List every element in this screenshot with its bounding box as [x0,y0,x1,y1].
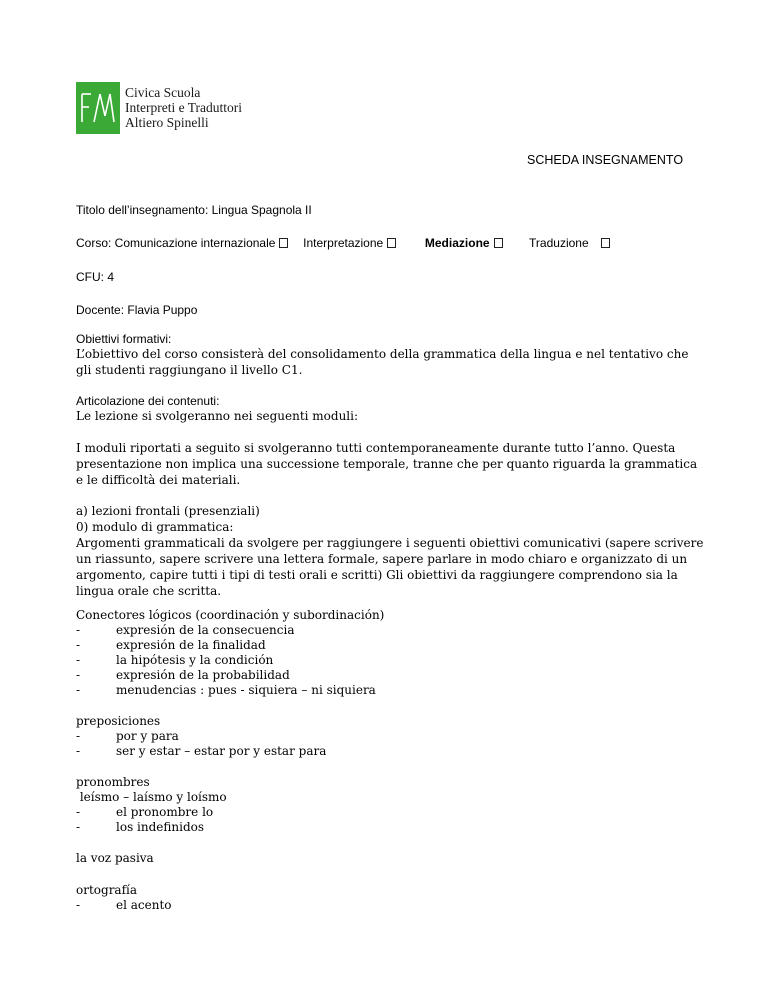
bullet-dash: - [76,683,81,697]
section-heading: pronombres [76,775,150,789]
list-item [76,638,706,653]
list-item-text: por y para [116,729,179,743]
section-heading: la voz pasiva [76,851,154,865]
list-item [76,653,706,668]
list-item [76,683,706,698]
text-line: L’obiettivo del corso consisterà del consolidamento della grammatica della lingua e nel tentativo che [76,347,689,361]
bullet-dash: - [76,668,81,682]
course-title: Titolo dell’insegnamento: Lingua Spagnola II [76,203,312,217]
bullet-dash: - [76,805,81,819]
moduli-note [76,440,706,488]
list-item-text: los indefinidos [116,820,205,834]
school-name-line: Altiero Spinelli [125,115,209,130]
list-item [76,820,706,835]
text-line: e le difficoltà dei materiali. [76,473,241,487]
articolazione-text [76,408,706,424]
bullet-dash: - [76,653,81,667]
section-subheading: leísmo – laísmo y loísmo [76,790,227,804]
corso-row [76,236,610,250]
cfu: CFU: 4 [76,270,115,284]
pronombres-section [76,775,706,835]
bullet-dash: - [76,638,81,652]
text-line: presentazione non implica una successione temporale, tranne che per quanto riguarda la grammatica [76,457,698,471]
bullet-dash: - [76,623,81,637]
list-item-text: ser y estar – estar por y estar para [116,744,327,758]
text-line: Le lezione si svolgeranno nei seguenti moduli: [76,409,359,423]
bullet-dash: - [76,898,81,912]
text-line: lingua orale che scritta. [76,584,222,598]
list-item-text: el acento [116,898,172,912]
text-line: Argomenti grammaticali da svolgere per raggiungere i seguenti obiettivi comunicativi (sapere scrivere [76,536,704,550]
corso-traduzione: Traduzione [529,236,589,250]
document-title: SCHEDA INSEGNAMENTO [527,153,684,167]
list-item [76,898,706,913]
list-item-text: expresión de la finalidad [116,638,266,652]
conectores-section [76,608,706,698]
bullet-dash: - [76,820,81,834]
bullet-dash: - [76,744,81,758]
checkbox-mediazione[interactable] [494,238,503,248]
text-line: gli studenti raggiungano il livello C1. [76,363,303,377]
checkbox-interpretazione[interactable] [387,238,396,248]
school-name-line: Interpreti e Traduttori [125,100,242,115]
school-name-line: Civica Scuola [125,85,201,100]
text-line: argomento, capire tutti i tipi di testi orali e scritti) Gli obiettivi da raggiungere comprendono sia la [76,568,678,582]
list-item-text: el pronombre lo [116,805,214,819]
obiettivi-text [76,346,706,378]
text-line: un riassunto, sapere scrivere una lettera formale, sapere parlare in modo chiaro e organizzato di un [76,552,688,566]
section-heading: ortografía [76,883,138,897]
obiettivi-heading: Obiettivi formativi: [76,332,172,346]
lezioni-section [76,503,706,599]
list-item-text: menudencias : pues - siquiera – ni siquiera [116,683,376,697]
checkbox-traduzione[interactable] [601,238,610,248]
list-item [76,623,706,638]
list-item-text: la hipótesis y la condición [116,653,274,667]
corso-label: Corso: Comunicazione internazionale [76,236,276,250]
voz-pasiva-section [76,851,706,866]
list-item-text: expresión de la probabilidad [116,668,290,682]
school-name [125,85,242,130]
text-line: I moduli riportati a seguito si svolgeranno tutti contemporaneamente durante tutto l’anno. Questa [76,441,676,455]
corso-interpretazione: Interpretazione [303,236,384,250]
list-item [76,744,706,759]
articolazione-heading: Articolazione dei contenuti: [76,394,220,408]
checkbox-comunicazione[interactable] [279,238,288,248]
ortografia-section [76,883,706,913]
bullet-dash: - [76,729,81,743]
list-item-text: expresión de la consecuencia [116,623,295,637]
docente: Docente: Flavia Puppo [76,303,198,317]
text-line: a) lezioni frontali (presenziali) [76,504,260,518]
section-heading: preposiciones [76,714,161,728]
list-item [76,668,706,683]
preposiciones-section [76,714,706,759]
corso-mediazione: Mediazione [424,236,490,250]
list-item [76,729,706,744]
section-heading: Conectores lógicos (coordinación y subordinación) [76,608,385,622]
list-item [76,805,706,820]
text-line: 0) modulo di grammatica: [76,520,234,534]
school-logo-icon [76,82,120,134]
